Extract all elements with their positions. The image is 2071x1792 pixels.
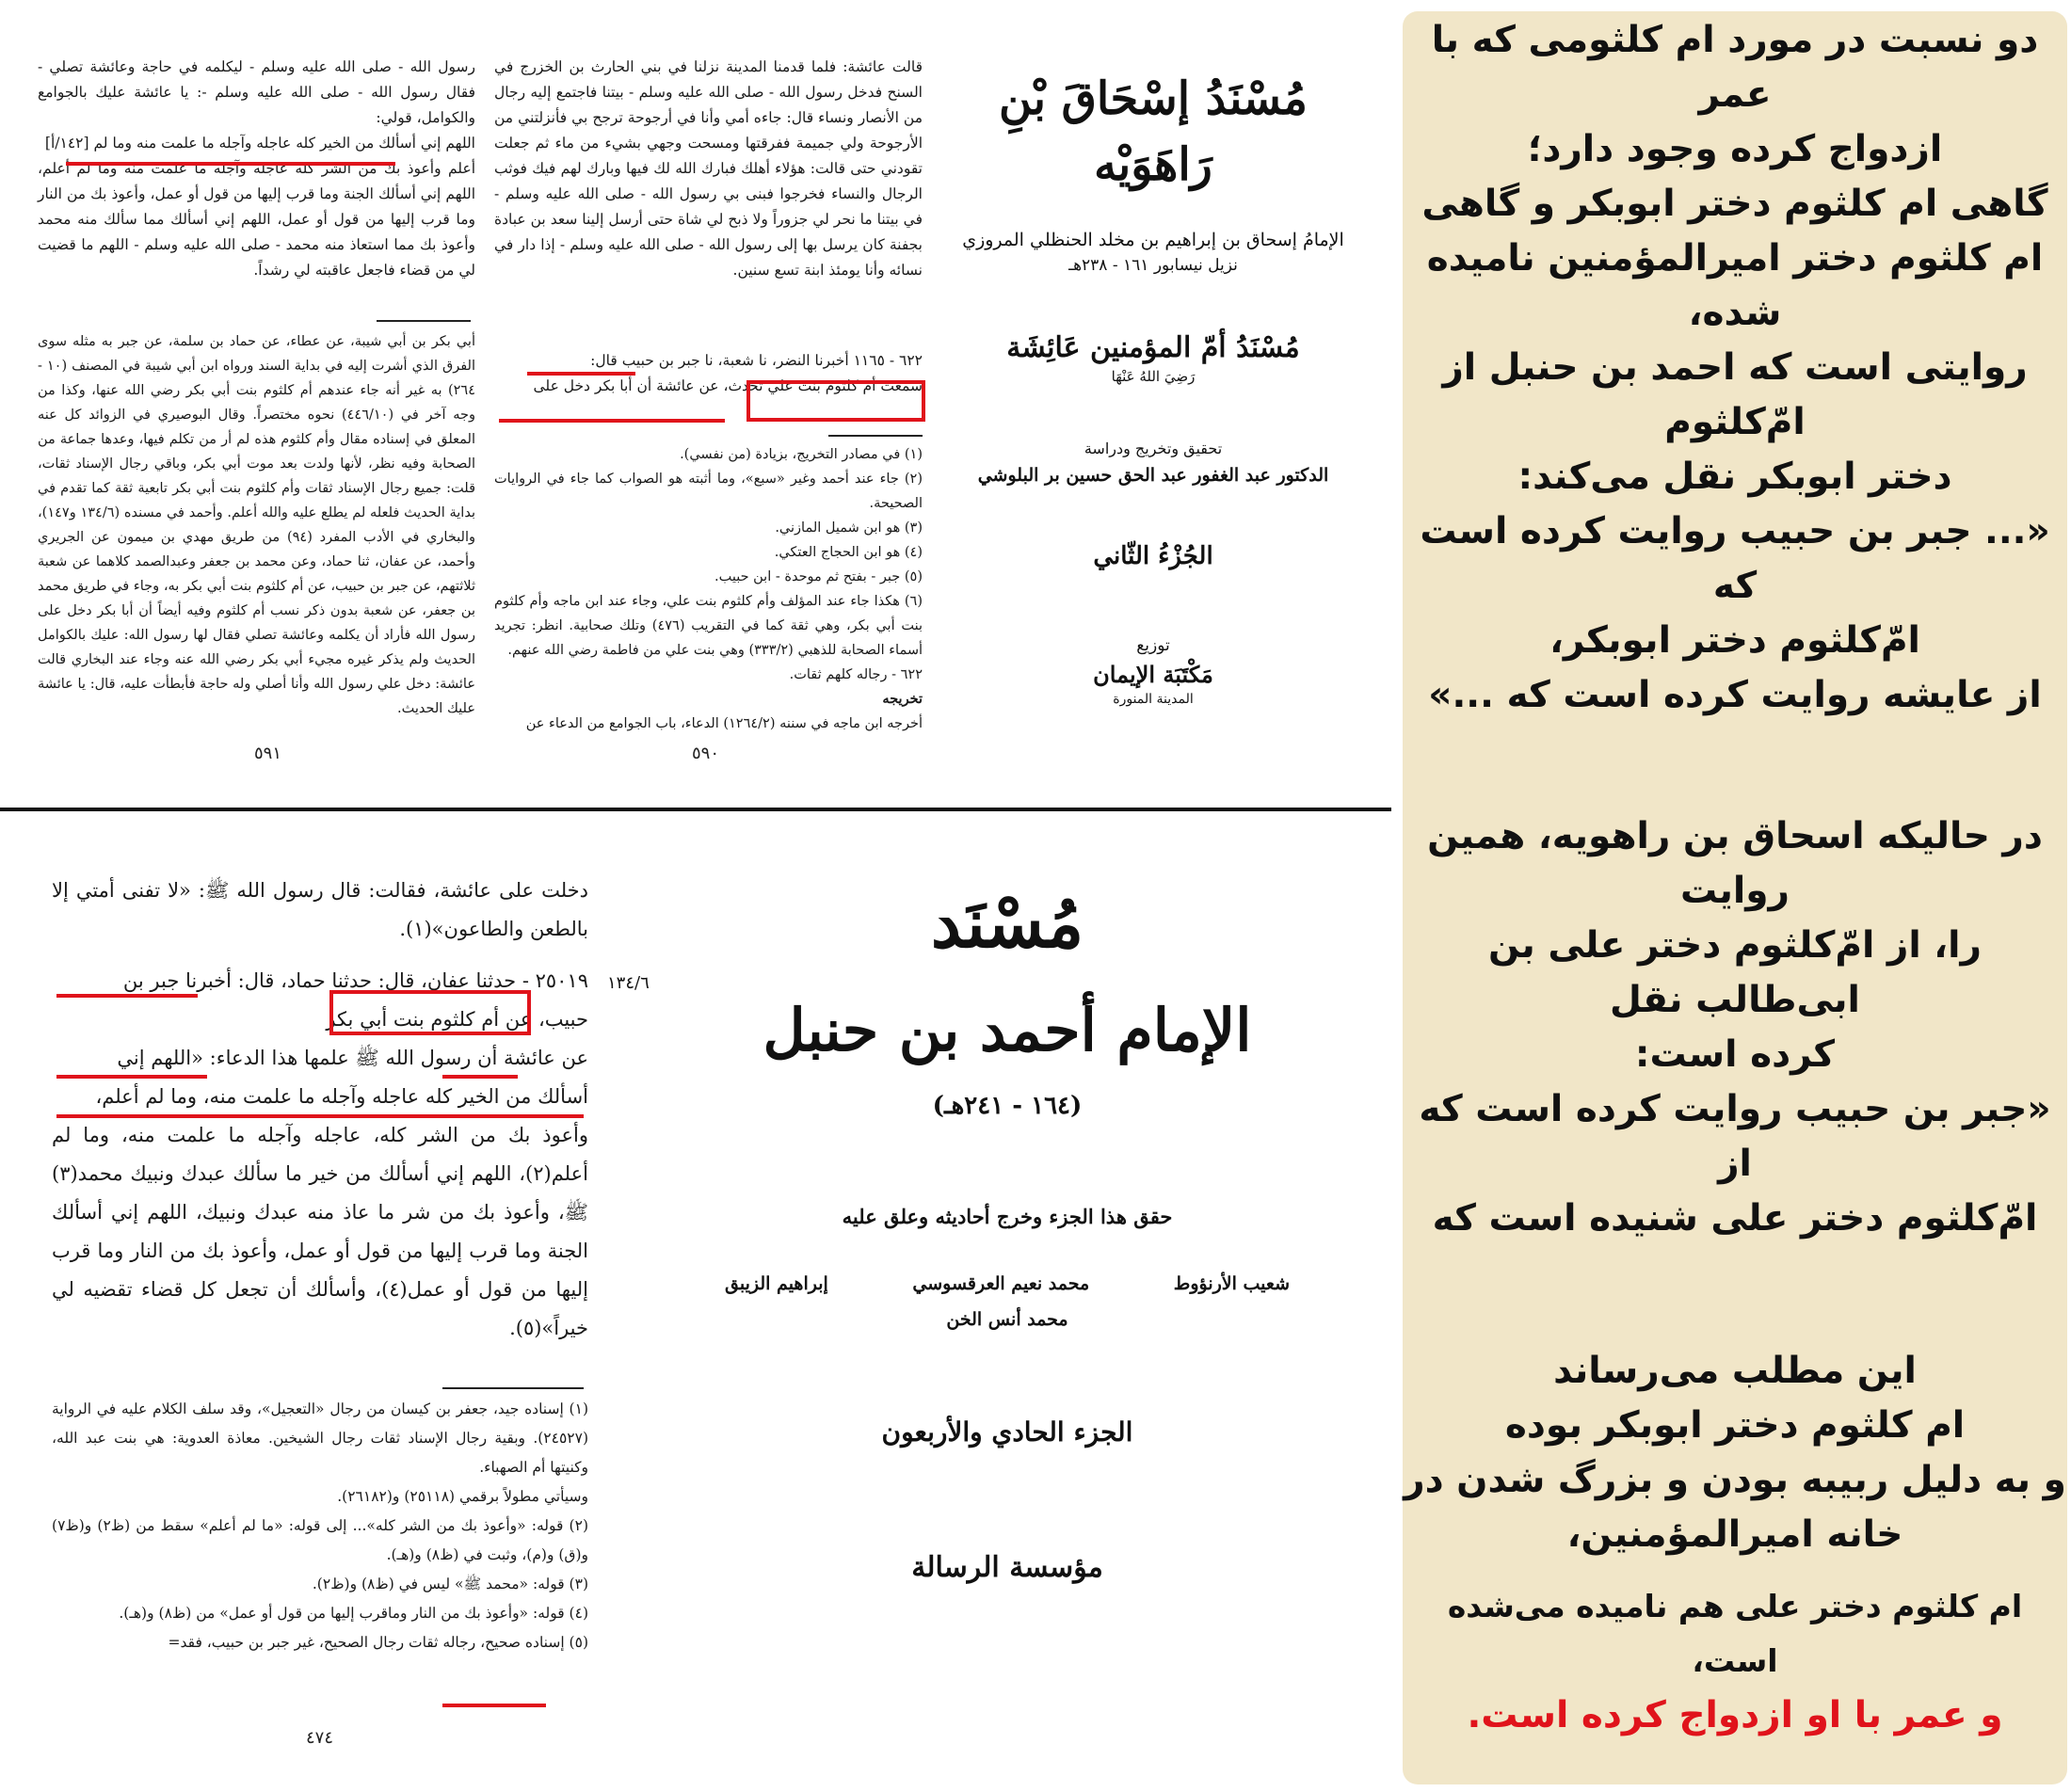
panel-line: امّ‌کلثوم دختر علی شنیده است که: [1432, 1197, 2038, 1240]
panel-line: از عایشه روایت کرده است که ...»: [1428, 674, 2042, 716]
panel-line: گاهی ام کلثوم دختر ابوبکر و گاهی: [1421, 183, 2048, 225]
page591-notes: [38, 329, 475, 721]
panel-line-conclusion: ام کلثوم دختر علی هم نامیده می‌شده است،: [1447, 1588, 2023, 1679]
editor-khan: محمد أنس الخن: [946, 1309, 1068, 1330]
top-scan-spread: [0, 0, 1391, 806]
hadith-isnad-line: ٢٥٠١٩ - حدثنا عفان، قال: حدثنا حماد، قال: أخبرنا جبر بن: [122, 969, 588, 992]
panel-line: امّ‌کلثوم دختر ابوبکر،: [1549, 619, 1920, 662]
red-underline-jabr-b: [56, 994, 198, 998]
volume-page-ref: ١٣٤/٦: [607, 973, 650, 993]
editor-arqsusi: محمد نعيم العرقسوسي: [912, 1273, 1090, 1294]
page591-paragraph: رسول الله - صلى الله عليه وسلم - ليكلمه في حاجة وعائشة تصلي - فقال رسول الله - صلى الله عليه وسلم -: يا عائشة عليك بالجوامع والكوامل، قولي:: [38, 58, 475, 126]
footnote-heading: تخريجه: [882, 691, 923, 707]
boxed-umm-kulthum-abubakr: أم كلثوم بنت أبي بكر: [326, 1008, 500, 1031]
page591-red-line: [38, 131, 475, 156]
panel-line: این مطلب می‌رساند: [1553, 1350, 1917, 1392]
panel-line: ازدواج کرده وجود دارد؛: [1527, 128, 1943, 170]
panel-gap: [1403, 1246, 2067, 1344]
page-590: [494, 55, 923, 293]
page-number-590: ٥٩٠: [692, 744, 720, 763]
isnad-boxed-line: سمعت أم كلثوم بنت علي تحدث، عن عائشة أن أبا بكر دخل على: [533, 377, 923, 394]
footnote: (٥) إسناده صحيح، رجاله ثقات رجال الصحيح، غير جبر بن حبيب، فقد=: [168, 1634, 588, 1651]
panel-line: در حالیکه اسحاق بن راهویه، همین روایت: [1427, 815, 2043, 912]
page590-footnotes: [494, 442, 923, 736]
page591-notes-text: أبي بكر بن أبي شيبة، عن عطاء، عن حماد بن سلمة، عن جبر به مثله سوى الفرق الذي أشرت إليه في بداية السند ورواه ابن أبي شيبة في المصنف (١٠ - ٢٦٤) به غير أنه جاء عندهم أم كلثوم بنت أبي بكر رضي الله عنها، وكذا من وجه آخر في (٤٤٦/١٠) نحوه مختصراً. وقال البوصيري في الزوائد كل عنه المعلق في إسناده مقال وأم كلثوم هذه لم أر من تكلم فيها، وعدها جماعة من الصحابة وفيه نظر، لأنها ولدت بعد موت أبي بكر، وباقي رجال الإسناد ثقات، قلت: جميع رجال الإسناد ثقات وأم كلثوم بنت أبي بكر تابعية ثقة كما تقدم في بداية الحديث فلعله لم يطلع عليه والله أعلم. وأحمد في مسنده (١٣٤/٦ و١٤٧)، والبخاري في الأدب المفرد (٩٤) من طريق مهدي بن ميمون عن الجريري وأحمد، عن عفان، ثنا حماد، وعن محمد بن جعفر وعبدالصمد كلاهما عن شعبة ثلاثتهم، عن جبر بن حبيب، عن أم كلثوم بنت أبي بكر به، وجاء في طريق محمد بن جعفر، عن شعبة بدون ذكر نسب أم كلثوم وفيه أيضاً أن أبا بكر دخل على رسول الله فأراد أن يكلمه وعائشة تصلي فقال لها رسول الله: عليك بالكوامل الحديث ولم يذكر غيره مجيء أبي بكر رضي الله عنه وجاء عند البخاري قالت عائشة: دخل علي رسول الله وأنا أصلي وله حاجة فأبطأت عليه، قال: يا عائشة عليك الحديث.: [38, 334, 475, 716]
red-underlined-dua: اللهم إني أسألك من الخير كله عاجله وآجله ما علمت منه وما لم: [93, 135, 475, 152]
footnote: (٢) جاء عند أحمد وغير «سبع»، وما أثبته هو الصواب كما جاء في الروايات الصحيحة.: [494, 472, 923, 511]
page-591: [38, 55, 475, 293]
red-underline-dua-1: [56, 1075, 207, 1079]
panel-line: کرده است:: [1634, 1033, 1836, 1076]
footnote: ٦٢٢ - رجاله كلهم ثقات.: [789, 667, 923, 682]
red-underline-dua: [66, 162, 395, 166]
red-underline-jabr: [527, 372, 635, 376]
panel-line-red: و عمر با او ازدواج کرده است.: [1467, 1694, 2003, 1736]
red-underline-dua-2: [56, 1114, 584, 1118]
cover-city: المدينة المنورة: [1113, 692, 1194, 707]
footnote: (٦) هكذا جاء عند المؤلف وأم كلثوم بنت علي، وجاء عند ابن ماجه وأم كلثوم بنت أبي بكر، وهي ثقة كما في التقريب (٤٧٦) وتلك صحابية. انظر: تجريد أسماء الصحابة للذهبي (٣٣٣/٢) وهي بنت علي من فاطمة رضي الله عنهم.: [494, 594, 923, 658]
panel-line: روایتی است که احمد بن حنبل از امّ‌کلثوم: [1442, 346, 2028, 443]
cover-author: الإمامُ إسحاق بن إبراهيم بن مخلد الحنظلي المروزي: [962, 230, 1344, 250]
manuscript-ref: [١٤٢/أ]: [44, 135, 89, 152]
panel-gap: [1403, 723, 2067, 809]
cover-publisher-b: مؤسسة الرسالة: [911, 1551, 1103, 1584]
panel-line: خانه امیرالمؤمنین،: [1566, 1513, 1903, 1556]
red-underline-aisha: [499, 419, 725, 423]
page-number-591: ٥٩١: [254, 744, 282, 763]
cover-publisher: مَكْتَبَة الإيمان: [1093, 661, 1213, 688]
cover-musnad-title: مُسْنَد: [930, 883, 1084, 963]
footnote: (١) إسناده جيد، جعفر بن كيسان من رجال «التعجيل»، وقد سلف الكلام عليه في الرواية (٢٤٥٢٧). وبقية رجال الإسناد ثقات رجال الشيخين. معاذة العدوية: هي بنت عبد الله، وكنيتها أم الصهباء.: [52, 1400, 588, 1476]
cover-volume-b: الجزء الحادي والأربعون: [881, 1416, 1133, 1448]
persian-commentary-panel: [1403, 11, 2067, 1784]
cover-title: مُسْنَدُ إسْحَاقَ بْنِ رَاهَوَيْه: [999, 72, 1308, 191]
editor-zaybaq: إبراهيم الزيبق: [725, 1273, 828, 1294]
panel-line: ام کلثوم دختر ابوبکر بوده: [1504, 1404, 1966, 1447]
bottom-footnote-rule: [442, 1387, 584, 1389]
page590-footnote-rule: [828, 435, 923, 437]
panel-line: «جبر بن حبیب روایت کرده است که از: [1419, 1088, 2051, 1185]
panel-line: دو نسبت در مورد ام کلثومی که با عمر: [1431, 19, 2039, 116]
panel-line: و به دلیل ربیبه بودن و بزرگ شدن در: [1404, 1459, 2066, 1501]
footnote: (١) في مصادر التخريج، بزيادة (من نفسي).: [680, 447, 923, 462]
cover-volume: الجُزْءُ الثّاني: [1093, 542, 1213, 570]
footnote: (٤) قوله: «وأعوذ بك من النار وماقرب إليها من قول أو عمل» من (ظ٨) و(هـ).: [119, 1605, 588, 1622]
footnote: (٣) قوله: «محمد ﷺ» ليس في (ظ٨) و(ظ٢).: [312, 1576, 588, 1592]
cover-section-sub: رَضِيَ اللهُ عَنْهَا: [1111, 368, 1196, 385]
horizontal-separator: [0, 808, 1391, 811]
footnote: أخرجه ابن ماجه في سننه (١٢٦٤/٢) الدعاء، باب الجوامع من الدعاء عن: [525, 716, 923, 731]
footnote: وسيأتي مطولاً برقمي (٢٥١١٨) و(٢٦١٨٢).: [337, 1488, 588, 1505]
cover-section: مُسْنَدُ أمّ المؤمنين عَائِشَة: [1006, 331, 1300, 364]
panel-line: دختر ابوبکر نقل می‌کند:: [1517, 456, 1952, 498]
bottom-footnotes: [52, 1395, 588, 1657]
red-box-umm-kulthum-ali: [747, 380, 925, 422]
panel-line: را، از امّ‌کلثوم دختر علی بن ابی‌طالب نقل: [1488, 924, 1982, 1021]
line2-start: حبيب، عن: [505, 1008, 588, 1031]
cover-dates: نزيل نيسابور ١٦١ - ٢٣٨هـ: [1068, 256, 1238, 275]
hadith-line-4: أسألك من الخير كله عاجله وآجله ما علمت منه، وما لم أعلم،: [95, 1085, 588, 1108]
cover-imam-title: الإمام أحمد بن حنبل: [763, 996, 1252, 1064]
cover-dates-b: (١٦٤ - ٢٤١هـ): [932, 1092, 1083, 1120]
red-box-umm-kulthum-abubakr: [329, 990, 531, 1035]
hadith-line-3: عن عائشة أن رسول الله ﷺ علمها هذا الدعاء: «اللهم إني: [117, 1047, 588, 1069]
bottom-scan-spread: [0, 815, 1391, 1792]
cover-editors-label: حقق هذا الجزء وخرج أحاديثه وعلق عليه: [842, 1205, 1173, 1228]
panel-line: «... جبر بن حبیب روایت کرده است که: [1420, 510, 2050, 607]
cover-editor: الدكتور عبد الغفور عبد الحق حسين بر البلوشي: [977, 465, 1329, 486]
page-number-474: ٤٧٤: [306, 1728, 334, 1748]
red-underline-aisha-b: [442, 1075, 518, 1079]
red-underline-sahih: [442, 1704, 546, 1707]
hadith-rest: وأعوذ بك من الشر كله، عاجله وآجله ما علمت منه، وما لم أعلم(٢)، اللهم إني أسألك من خير ما سألك عبدك ونبيك محمد(٣) ﷺ، وأعوذ بك من شر ما عاذ منه عبدك ونبيك، اللهم إني أسألك الجنة وما قرب إليها من قول أو عمل، وأعوذ بك من النار وما قرب إليها من قول أو عمل(٤)، وأسألك أن تجعل كل قضاء تقضيه لي خيراً»(٥).: [52, 1124, 588, 1339]
musnad-ahmad-cover: [715, 881, 1299, 1584]
page590-paragraph: قالت عائشة: فلما قدمنا المدينة نزلنا في بني الحارث بن الخزرج في السنح فدخل رسول الله - صلى الله عليه وسلم - بيتنا فاجتمع إليه رجال من الأنصار ونساء قال: جاءه أمي وأنا في أرجوحة ترجح بي فأنزلتني من الأرجوحة ولي جميمة ففرقتها ومسحت وجهي بشيء من ماء ثم جعلت تقودني حتى قالت: هؤلاء أهلك فبارك الله لك فيها وبارك لهم فيك فوثب الرجال والنساء فخرجوا فبنى بي رسول الله - صلى الله عليه وسلم - في بيتنا ما نحر لي جزوراً ولا ذبح لي شاة حتى أرسل إلينا سعد بن عبادة بجفنة كان يرسل بها إلى رسول الله - صلى الله عليه وسلم - إذا دار في نسائه وأنا يومئذ ابنة تسع سنين.: [494, 58, 923, 279]
footnote: (٣) هو ابن شميل المازني.: [775, 520, 923, 536]
footnote: (٤) هو ابن الحجاج العتكي.: [774, 545, 923, 560]
bottom-paragraph-1: دخلت على عائشة، فقالت: قال رسول الله ﷺ: «لا تفنى أمتي إلا بالطعن والطاعون»(١).: [52, 879, 588, 940]
ishaq-cover: [951, 38, 1356, 772]
footnote: (٥) جبر - بفتح ثم موحدة - ابن حبيب.: [714, 569, 923, 584]
editor-arnaut: شعيب الأرنؤوط: [1173, 1273, 1290, 1294]
cover-dist-label: توزيع: [1136, 636, 1170, 655]
page591-footnote-rule: [377, 320, 471, 322]
cover-editor-label: تحقيق وتخريج ودراسة: [1084, 440, 1223, 457]
cover-editors-row: [715, 1273, 1299, 1294]
isnad-line: ٦٢٢ - ١١٦٥ أخبرنا النضر، نا شعبة، نا جبر بن حبيب قال:: [590, 352, 923, 369]
footnote: (٢) قوله: «وأعوذ بك من الشر كله»... إلى قوله: «ما لم أعلم» سقط من (ظ٢) و(ظ٧) و(ق) و(م)، وثبت في (ظ٨) و(هـ).: [52, 1517, 588, 1563]
page591-paragraph-2: أعلم وأعوذ بك من الشر كله عاجله وآجله ما علمت منه وما لم أعلم، اللهم إني أسألك الجنة وما قرب إليها من قول أو عمل، وأعوذ بك من النار وما قرب إليها من قول أو عمل، اللهم إني أسألك مما سألك منه محمد وأعوذ بك مما استعاذ منه محمد - صلى الله عليه وسلم - اللهم ما قضيت لي من قضاء فاجعل عاقبته لي رشداً.: [38, 160, 475, 279]
panel-line: ام کلثوم دختر امیرالمؤمنین نامیده شده،: [1426, 237, 2044, 334]
